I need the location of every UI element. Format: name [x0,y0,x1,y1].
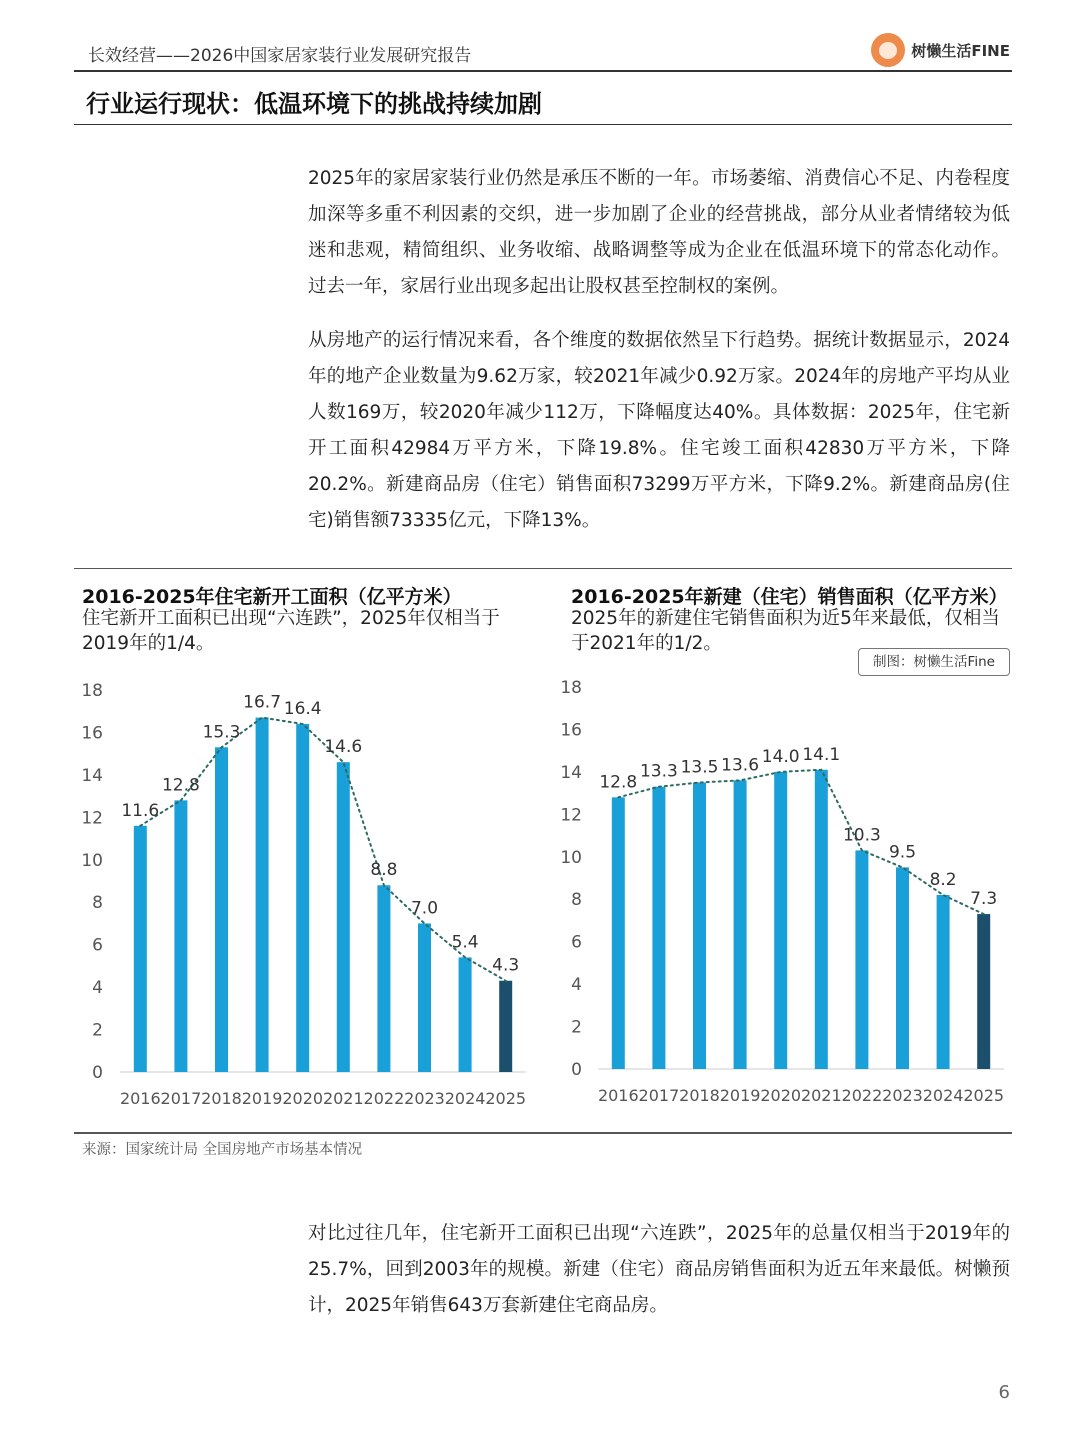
x-tick-label: 2023 [882,1086,923,1105]
y-tick-label: 0 [92,1063,103,1083]
data-label-2016: 11.6 [121,800,160,821]
y-tick-label: 8 [571,890,582,911]
x-tick-label: 2022 [363,1089,405,1108]
bar-2023 [418,923,431,1072]
y-tick-label: 14 [560,762,582,783]
paragraph-comparison: 对比过往几年，住宅新开工面积已出现“六连跌”，2025年的总量仅相当于2019年的25.7%，回到2003年的规模。新建（住宅）商品房销售面积为近五年来最低。树懒预计，2025年销售643万套新建住宅商品房。 [308,1223,1010,1316]
sloth-logo-icon [871,33,905,67]
x-tick-label: 2017 [160,1089,202,1108]
y-tick-label: 8 [92,893,103,914]
y-tick-label: 18 [81,681,103,701]
data-label-2024: 8.2 [929,869,957,890]
chart2-subtitle: 2025年的新建住宅销售面积为近5年来最低，仅相当于2021年的1/2。 [571,608,1000,654]
y-tick-label: 14 [81,765,103,786]
x-tick-label: 2021 [322,1089,364,1108]
x-tick-label: 2018 [679,1086,720,1105]
data-label-2025: 4.3 [492,955,520,976]
x-tick-label: 2018 [201,1089,242,1108]
x-tick-label: 2016 [597,1086,639,1105]
bar-2018 [693,783,706,1070]
y-tick-label: 16 [81,723,103,744]
data-label-2025: 7.3 [970,889,998,910]
chart-frame-bottom [74,1132,1012,1134]
brand-name: 树懒生活FINE [911,41,1010,60]
x-tick-label: 2019 [241,1089,283,1108]
x-tick-label: 2022 [841,1086,883,1105]
y-tick-label: 18 [560,678,582,698]
data-label-2019: 13.6 [721,755,760,776]
y-tick-label: 6 [571,932,582,953]
y-tick-label: 10 [81,850,103,871]
chart-new-construction-area [70,672,540,1122]
y-tick-label: 16 [560,720,582,741]
data-label-2019: 16.7 [243,692,282,713]
bar-2025 [977,914,990,1069]
bar-2024 [459,957,472,1072]
chart1-title: 2016-2025年住宅新开工面积（亿平方米） [82,586,462,608]
data-label-2016: 12.8 [599,772,638,793]
bar-2020 [774,772,787,1069]
document-title: 长效经营——2026中国家居家装行业发展研究报告 [88,46,472,66]
data-label-2021: 14.6 [324,737,363,758]
chart-new-housing-sales-area [555,672,1015,1122]
y-tick-label: 4 [92,978,103,999]
data-label-2024: 5.4 [451,932,479,953]
x-tick-label: 2025 [485,1089,527,1108]
data-label-2023: 7.0 [410,898,439,919]
y-tick-label: 4 [571,975,582,996]
data-label-2017: 12.8 [161,775,200,796]
x-tick-label: 2020 [760,1086,802,1105]
chart2-title: 2016-2025年新建（住宅）销售面积（亿平方米） [571,586,1008,608]
trend-line [618,770,983,914]
x-tick-label: 2023 [404,1089,445,1108]
data-label-2020: 14.0 [761,746,800,767]
x-tick-label: 2021 [800,1086,842,1105]
x-tick-label: 2017 [638,1086,680,1105]
data-label-2017: 13.3 [639,761,678,782]
data-label-2023: 9.5 [888,842,917,863]
data-label-2018: 13.5 [680,757,719,778]
chart-frame-top [74,568,1012,569]
y-tick-label: 10 [560,847,582,868]
y-tick-label: 2 [571,1017,582,1038]
x-tick-label: 2016 [119,1089,161,1108]
y-tick-label: 6 [92,935,103,956]
bar-2023 [896,867,909,1069]
bar-2019 [734,780,747,1069]
bar-2024 [937,895,950,1069]
y-tick-label: 12 [560,805,582,826]
data-label-2021: 14.1 [802,744,841,765]
x-tick-label: 2020 [282,1089,324,1108]
data-label-2022: 8.8 [370,860,398,881]
paragraph-real-estate-data: 从房地产的运行情况来看，各个维度的数据依然呈下行趋势。据统计数据显示，2024年的地产企业数量为9.62万家，较2021年减少0.92万家。2024年的房地产平均从业人数169万，较2020年减少112万，下降幅度达40%。具体数据：2025年，住宅新开工面积42984万平方米，下降19.8%。住宅竣工面积42830万平方米，下降20.2%。新建商品房（住宅）销售面积73299万平方米，下降9.2%。新建商品房(住宅)销售额73335亿元，下降13%。 [308,330,1010,531]
x-tick-label: 2024 [922,1086,964,1105]
bar-2021 [815,770,828,1069]
y-tick-label: 12 [81,808,103,829]
header-divider [74,70,1012,72]
page-number: 6 [998,1382,1010,1403]
y-tick-label: 2 [92,1020,103,1041]
data-label-2022: 10.3 [842,825,881,846]
bar-2016 [134,826,147,1072]
bar-2016 [612,797,625,1069]
bar-2017 [652,787,665,1069]
brand [871,33,1010,67]
bar-2019 [256,718,269,1072]
bar-2022 [377,885,390,1072]
x-tick-label: 2025 [963,1086,1005,1105]
bar-2018 [215,747,228,1072]
bar-2022 [855,850,868,1069]
bar-2021 [337,762,350,1072]
data-label-2018: 15.3 [202,722,241,743]
data-label-2020: 16.4 [283,698,322,719]
y-tick-label: 0 [571,1060,582,1080]
data-source-note: 来源：国家统计局 全国房地产市场基本情况 [82,1142,363,1158]
chart-credit-badge: 制图：树懒生活Fine [858,648,1010,676]
x-tick-label: 2019 [719,1086,761,1105]
x-tick-label: 2024 [444,1089,486,1108]
title-divider [74,124,1012,125]
bar-2020 [296,724,309,1072]
section-title: 行业运行现状：低温环境下的挑战持续加剧 [86,90,542,118]
chart1-subtitle: 住宅新开工面积已出现“六连跌”，2025年仅相当于2019年的1/4。 [82,608,500,654]
bar-2017 [174,800,187,1072]
bar-2025 [499,981,512,1072]
paragraph-industry-pressure: 2025年的家居家装行业仍然是承压不断的一年。市场萎缩、消费信心不足、内卷程度加深等多重不利因素的交织，进一步加剧了企业的经营挑战，部分从业者情绪较为低迷和悲观，精简组织、业务收缩、战略调整等成为企业在低温环境下的常态化动作。过去一年，家居行业出现多起出让股权甚至控制权的案例。 [308,168,1010,297]
